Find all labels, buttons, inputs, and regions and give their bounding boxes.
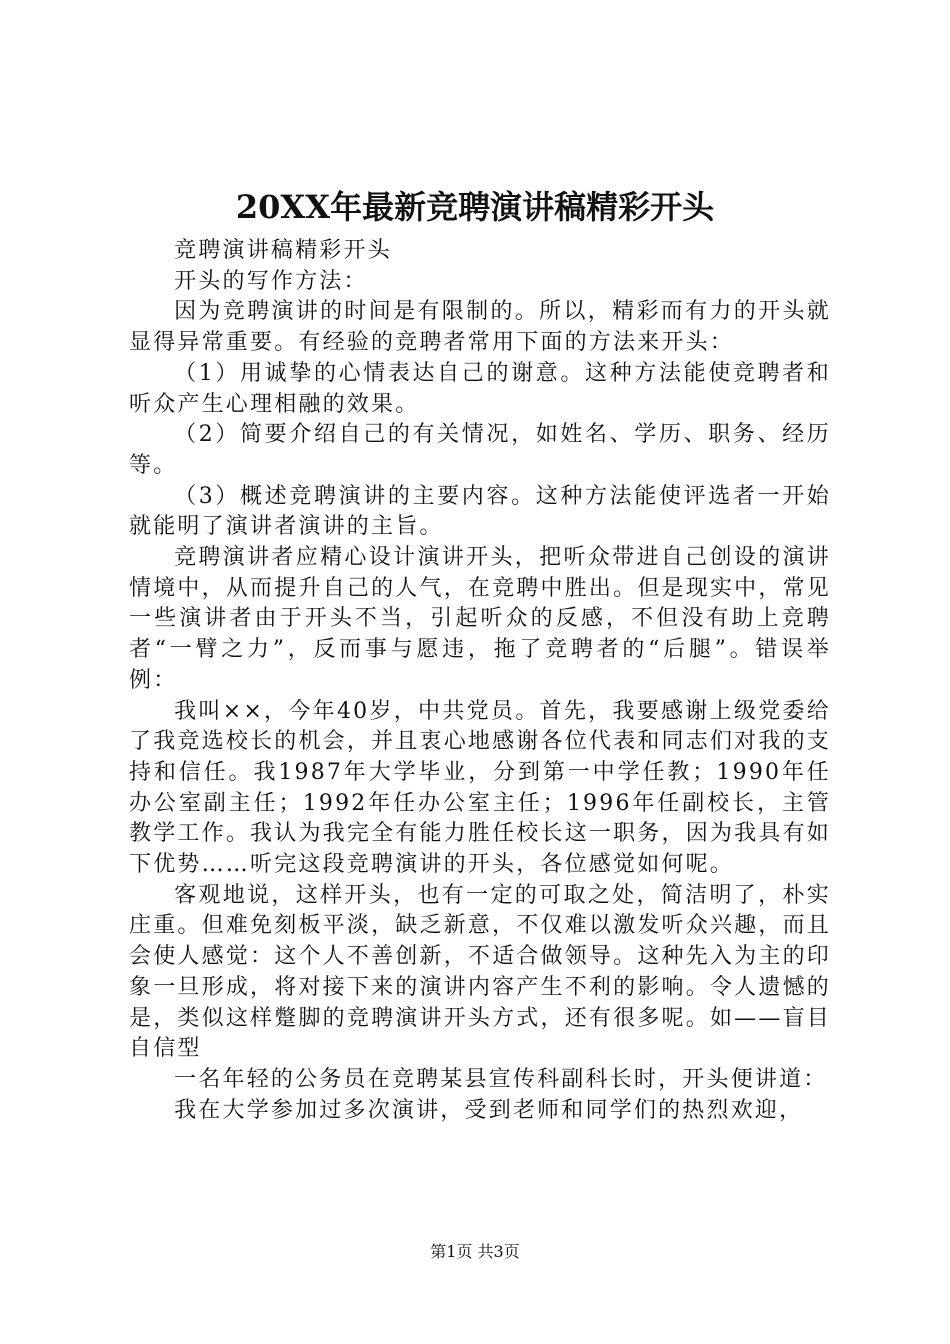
paragraph: 一名年轻的公务员在竞聘某县宣传科副科长时，开头便讲道： — [174, 1066, 828, 1092]
paragraph: （2）简要介绍自己的有关情况，如姓名、学历、职务、经历等。 — [129, 422, 831, 478]
paragraph: 我在大学参加过多次演讲，受到老师和同学们的热烈欢迎， — [174, 1097, 804, 1123]
paragraph: 因为竞聘演讲的时间是有限制的。所以，精彩而有力的开头就显得异常重要。有经验的竞聘者常用下面的方法来开头： — [129, 299, 831, 356]
paragraph: 我叫××，今年40岁，中共党员。首先，我要感谢上级党委给了我竞选校长的机会，并且衷心地感谢各位代表和同志们对我的支持和信任。我1987年大学毕业，分到第一中学任教；1990年任办公室副主任；1992年任办公室主任；1996年任副校长，主管教学工作。我认为我完全有能力胜任校长这一职务，因为我具有如下优势……听完这段竞聘演讲的开头，各位感觉如何呢。 — [129, 698, 831, 878]
document-title: 20XX年最新竞聘演讲稿精彩开头 — [235, 188, 715, 226]
document-body — [129, 236, 831, 1126]
paragraph: （3）概述竞聘演讲的主要内容。这种方法能使评选者一开始就能明了演讲者演讲的主旨。 — [129, 483, 831, 540]
paragraph: 客观地说，这样开头，也有一定的可取之处，简洁明了，朴实庄重。但难免刻板平淡，缺乏新意，不仅难以激发听众兴趣，而且会使人感觉：这个人不善创新，不适合做领导。这种先入为主的印象一旦形成，将对接下来的演讲内容产生不利的影响。令人遗憾的是，类似这样蹩脚的竞聘演讲开头方式，还有很多呢。如——盲目自信型 — [129, 882, 831, 1062]
paragraph: 竞聘演讲者应精心设计演讲开头，把听众带进自己创设的演讲情境中，从而提升自己的人气，在竞聘中胜出。但是现实中，常见一些演讲者由于开头不当，引起听众的反感，不但没有助上竞聘者“一臂之力”，反而事与愿违，拖了竞聘者的“后腿”。错误举例： — [129, 545, 831, 693]
paragraph: 竞聘演讲稿精彩开头 — [174, 238, 392, 263]
paragraph: 开头的写作方法： — [174, 268, 368, 294]
page-number-footer: 第1页 共3页 — [430, 1242, 520, 1261]
paragraph: （1）用诚挚的心情表达自己的谢意。这种方法能使竞聘者和听众产生心理相融的效果。 — [129, 360, 831, 417]
